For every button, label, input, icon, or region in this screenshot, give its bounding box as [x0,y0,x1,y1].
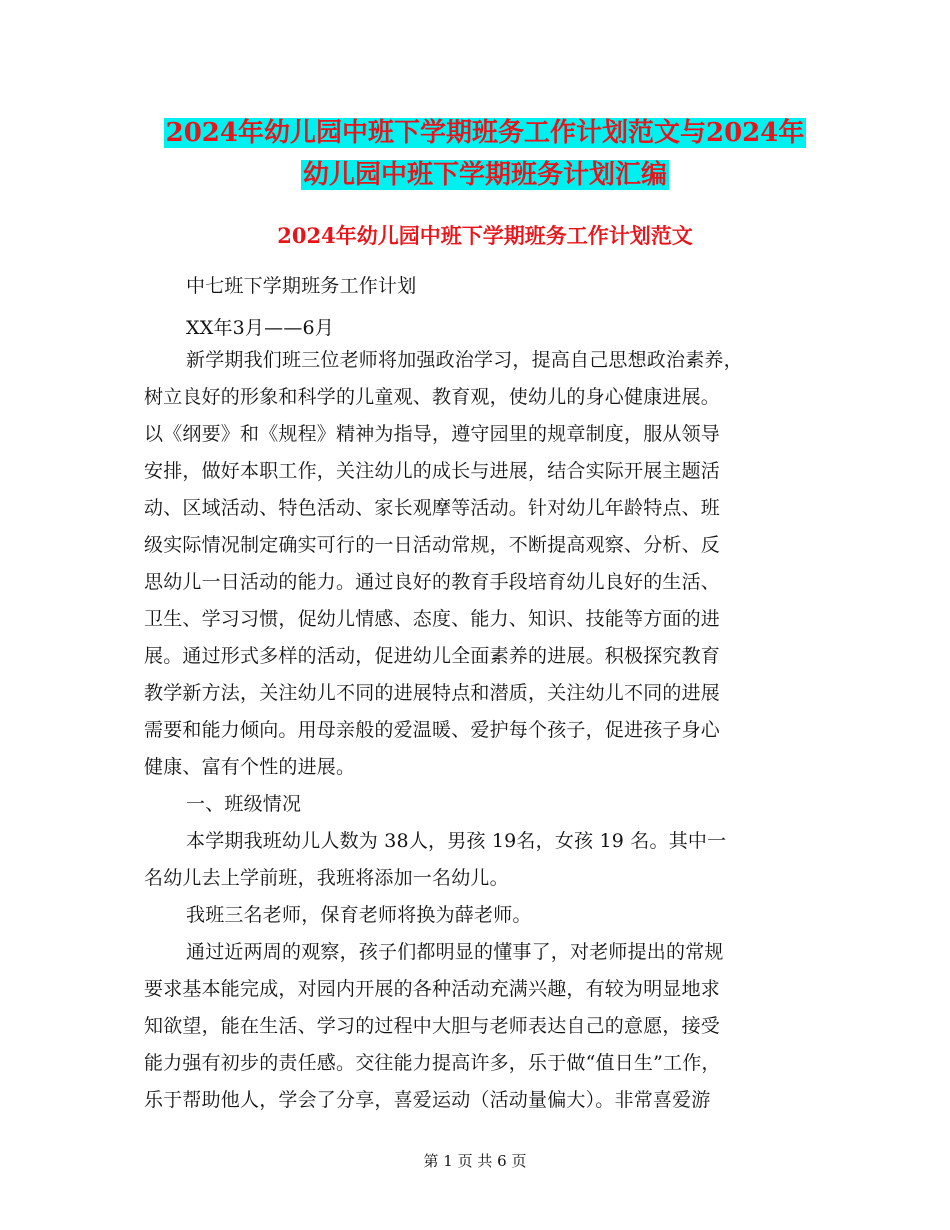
body-line: 卫生、学习习惯，促幼儿情感、态度、能力、知识、技能等方面的进 [144,608,721,630]
document-title-line-2 [140,153,830,197]
body-line: 知欲望，能在生活、学习的过程中大胆与老师表达自己的意愿，接受 [144,1015,721,1037]
body-line: 新学期我们班三位老师将加强政治学习，提高自己思想政治素养， [186,349,743,371]
body-line: 名幼儿去上学前班，我班将添加一名幼儿。 [144,867,509,889]
document-title-line-1 [140,111,830,155]
body-line: 需要和能力倾向。用母亲般的爱温暖、爱护每个孩子，促进孩子身心 [144,719,721,741]
body-line: 安排，做好本职工作，关注幼儿的成长与进展，结合实际开展主题活 [144,460,721,482]
body-line: 我班三名老师，保育老师将换为薛老师。 [186,904,532,926]
body-line: 本学期我班幼儿人数为 38人，男孩 19名，女孩 19 名。其中一 [186,830,727,852]
body-line: 能力强有初步的责任感。交往能力提高许多，乐于做“值日生”工作， [144,1052,721,1074]
title-highlight-1: 2024年幼儿园中班下学期班务工作计划范文与2024年 [165,118,805,148]
body-line: 健康、富有个性的进展。 [144,756,356,778]
title-highlight-2: 幼儿园中班下学期班务计划汇编 [302,160,667,190]
body-line: 展。通过形式多样的活动，促进幼儿全面素养的进展。积极探究教育 [144,645,721,667]
body-line: 以《纲要》和《规程》精神为指导，遵守园里的规章制度，服从领导 [144,423,721,445]
body-line: XX年3月——6月 [186,317,335,339]
body-line: 级实际情况制定确实可行的一日活动常规，不断提高观察、分析、反 [144,534,721,556]
body-line: 一、班级情况 [186,793,302,815]
body-line: 思幼儿一日活动的能力。通过良好的教育手段培育幼儿良好的生活、 [144,571,721,593]
section-title: 2024年幼儿园中班下学期班务工作计划范文 [277,223,693,248]
body-line: 通过近两周的观察，孩子们都明显的懂事了，对老师提出的常规 [186,941,724,963]
page-footer: 第 1 页 共 6 页 [423,1152,527,1170]
body-line: 乐于帮助他人，学会了分享，喜爱运动（活动量偏大）。非常喜爱游 [144,1089,711,1111]
body-line: 树立良好的形象和科学的儿童观、教育观，使幼儿的身心健康进展。 [144,386,721,408]
body-line: 要求基本能完成，对园内开展的各种活动充满兴趣，有较为明显地求 [144,978,721,1000]
body-line: 动、区域活动、特色活动、家长观摩等活动。针对幼儿年龄特点、班 [144,497,721,519]
body-line: 教学新方法，关注幼儿不同的进展特点和潜质，关注幼儿不同的进展 [144,682,721,704]
body-line: 中七班下学期班务工作计划 [186,275,417,297]
